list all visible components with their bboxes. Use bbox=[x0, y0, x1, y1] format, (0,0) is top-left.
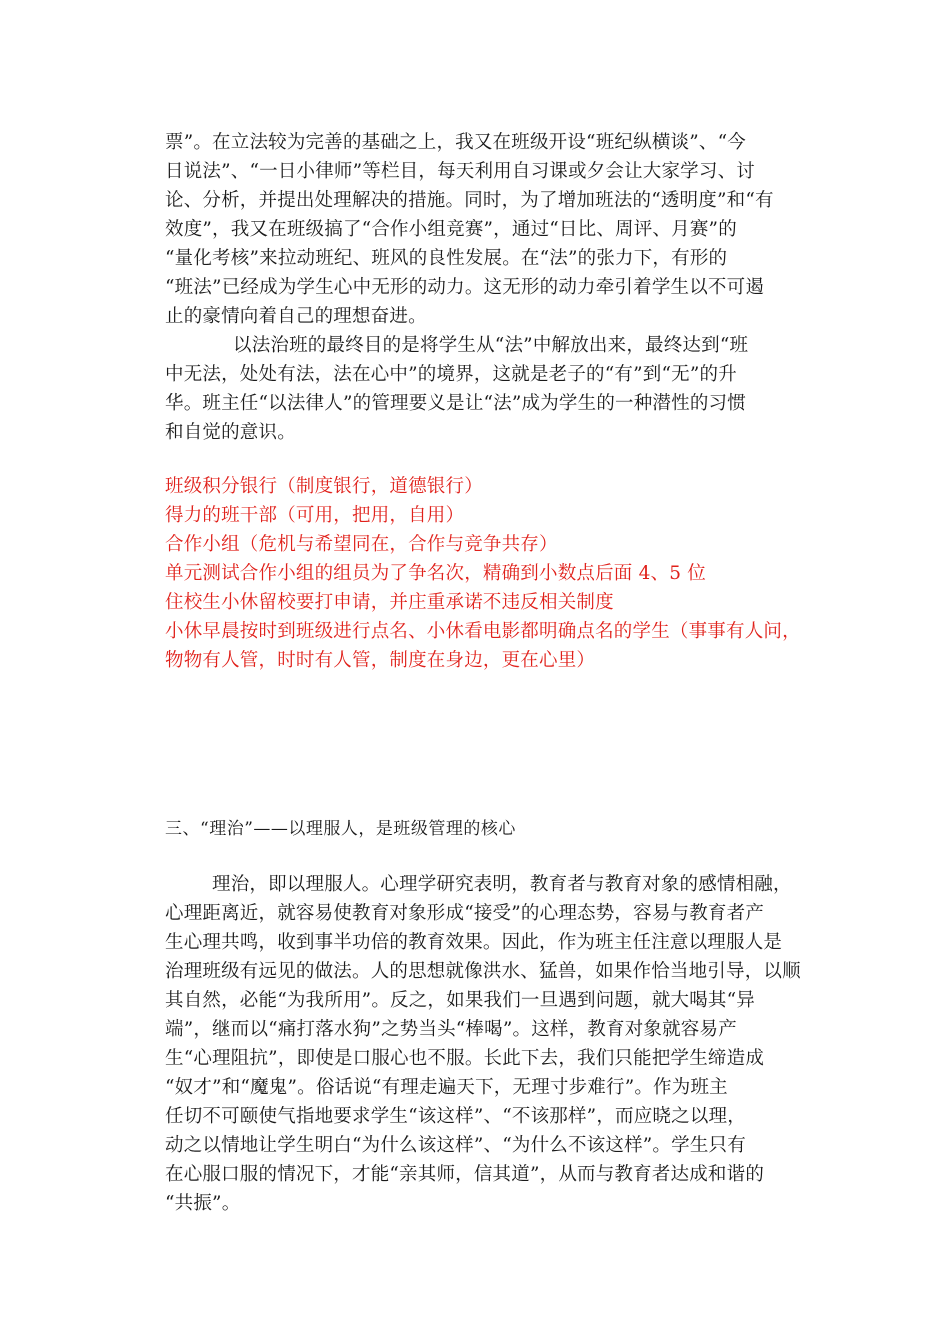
text-line: 其自然，必能“为我所用”。反之，如果我们一旦遇到问题，就大喝其“异 bbox=[165, 990, 755, 1011]
text-line: “奴才”和“魔鬼”。俗话说“有理走遍天下，无理寸步难行”。作为班主 bbox=[165, 1077, 728, 1098]
text-line: “共振”。 bbox=[165, 1193, 241, 1214]
text-line: 动之以情地让学生明白“为什么该这样”、“为什么不该这样”。学生只有 bbox=[165, 1135, 746, 1156]
red-note-line: 班级积分银行（制度银行，道德银行） bbox=[165, 476, 483, 497]
text-line: 任切不可颐使气指地要求学生“该这样”、“不该那样”，而应晓之以理， bbox=[165, 1106, 746, 1127]
text-line: 在心服口服的情况下，才能“亲其师，信其道”，从而与教育者达成和谐的 bbox=[165, 1164, 765, 1185]
text-line: 和自觉的意识。 bbox=[165, 422, 296, 443]
red-note-line: 单元测试合作小组的组员为了争名次，精确到小数点后面 4、5 位 bbox=[165, 563, 707, 584]
red-note-line: 得力的班干部（可用，把用，自用） bbox=[165, 505, 465, 526]
red-note-line: 住校生小休留校要打申请，并庄重承诺不违反相关制度 bbox=[165, 592, 614, 613]
text-line: 治理班级有远见的做法。人的思想就像洪水、猛兽，如果作恰当地引导，以顺 bbox=[165, 961, 801, 982]
text-line: 端”，继而以“痛打落水狗”之势当头“棒喝”。这样，教育对象就容易产 bbox=[165, 1019, 737, 1040]
text-line: 生心理共鸣，收到事半功倍的教育效果。因此，作为班主任注意以理服人是 bbox=[165, 932, 783, 953]
text-line: 心理距离近，就容易使教育对象形成“接受”的心理态势，容易与教育者产 bbox=[165, 903, 765, 924]
text-line: 华。班主任“以法律人”的管理要义是让“法”成为学生的一种潜性的习惯 bbox=[165, 393, 746, 414]
text-line: 效度”，我又在班级搞了“合作小组竞赛”，通过“日比、周评、月赛”的 bbox=[165, 219, 737, 240]
text-line: 止的豪情向着自己的理想奋进。 bbox=[165, 306, 427, 327]
text-line: “班法”已经成为学生心中无形的动力。这无形的动力牵引着学生以不可遏 bbox=[165, 277, 765, 298]
section-heading: 三、“理治”——以理服人，是班级管理的核心 bbox=[165, 819, 516, 839]
text-line: 以法治班的最终目的是将学生从“法”中解放出来，最终达到“班 bbox=[233, 335, 749, 356]
text-line: 日说法”、“一日小律师”等栏目，每天利用自习课或夕会让大家学习、讨 bbox=[165, 161, 755, 182]
red-note-line: 合作小组（危机与希望同在，合作与竞争共存） bbox=[165, 534, 558, 555]
text-line: 论、分析，并提出处理解决的措施。同时，为了增加班法的“透明度”和“有 bbox=[165, 190, 774, 211]
text-line: “量化考核”来拉动班纪、班风的良性发展。在“法”的张力下，有形的 bbox=[165, 248, 728, 269]
red-note-line: 小休早晨按时到班级进行点名、小休看电影都明确点名的学生（事事有人问， bbox=[165, 621, 801, 642]
text-line: 生“心理阻抗”，即使是口服心也不服。长此下去，我们只能把学生缔造成 bbox=[165, 1048, 765, 1069]
text-line: 中无法，处处有法，法在心中”的境界，这就是老子的“有”到“无”的升 bbox=[165, 364, 737, 385]
text-line: 理治，即以理服人。心理学研究表明，教育者与教育对象的感情相融， bbox=[212, 874, 792, 895]
text-line: 票”。在立法较为完善的基础之上，我又在班级开设“班纪纵横谈”、“今 bbox=[165, 132, 746, 153]
red-note-line: 物物有人管，时时有人管，制度在身边，更在心里） bbox=[165, 650, 596, 671]
